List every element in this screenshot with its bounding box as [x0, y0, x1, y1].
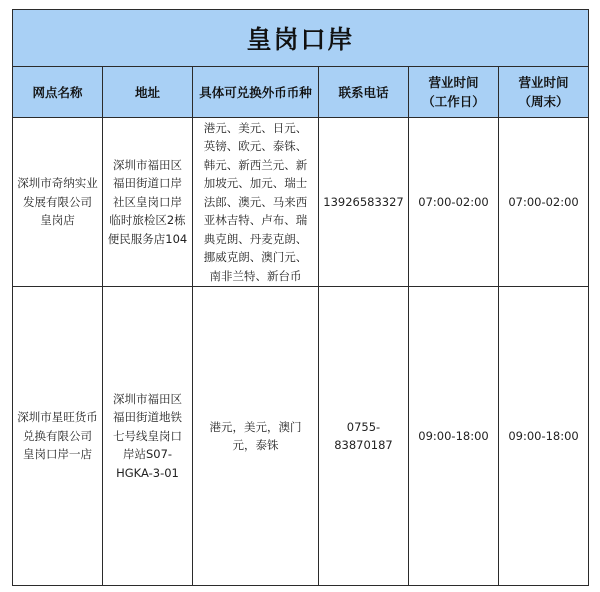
cell-address-line: HGKA-3-01 [116, 465, 179, 480]
cell-weekend-hours: 09:00-18:00 [499, 287, 589, 586]
header-name: 网点名称 [13, 67, 103, 118]
header-phone: 联系电话 [319, 67, 409, 118]
cell-name-line: 兑换有限公司 [23, 428, 92, 443]
cell-address [103, 118, 193, 287]
cell-address-line: 便民服务店104 [107, 231, 188, 246]
cell-currency-line: 元，泰铢 [232, 438, 279, 452]
cell-phone [319, 287, 409, 586]
cell-currency-line: 英镑、欧元、泰铢、 [203, 139, 308, 154]
cell-currency-line: 韩元、新西兰元、新 [203, 157, 308, 172]
header-weekday-hours [409, 67, 499, 118]
cell-currency-line: 南非兰特、新台币 [209, 268, 302, 283]
cell-address-line: 福田街道口岸 [113, 176, 182, 191]
cell-currency-line: 亚林吉特、卢布、瑞 [203, 213, 308, 228]
header-row [13, 67, 589, 118]
cell-phone [319, 118, 409, 287]
cell-currency-line: 加坡元、加元、瑞士 [203, 176, 308, 191]
header-weekday-line1: 营业时间 [428, 75, 479, 90]
cell-currency-line: 港元，美元，澳门 [209, 419, 302, 434]
cell-address-line: 七号线皇岗口 [113, 428, 182, 443]
cell-phone-line: 0755- [346, 419, 381, 434]
cell-currency-line: 典克朗、丹麦克朗、 [203, 231, 308, 246]
exchange-points-table [12, 9, 589, 586]
table-row [13, 118, 589, 287]
cell-address-line: 福田街道地铁 [113, 410, 182, 425]
cell-address-line: 深圳市福田区 [113, 157, 182, 172]
table-title: 皇岗口岸 [13, 10, 589, 67]
cell-name-line: 皇岗店 [40, 213, 75, 228]
cell-phone-line: 83870187 [334, 438, 393, 452]
cell-phone-line: 13926583327 [323, 194, 404, 209]
header-currency: 具体可兑换外币币种 [193, 67, 319, 118]
cell-name-line: 深圳市星旺货币 [17, 410, 98, 425]
table-row [13, 287, 589, 586]
cell-name-line: 皇岗口岸一店 [23, 447, 92, 462]
cell-currency-line: 法郎、澳元、马来西 [203, 194, 308, 209]
title-row [13, 10, 589, 67]
header-weekend-hours [499, 67, 589, 118]
header-weekend-line1: 营业时间 [518, 75, 569, 90]
header-weekend-line2: （周末） [518, 94, 569, 109]
cell-weekday-hours: 07:00-02:00 [409, 118, 499, 287]
cell-currency-line: 港元、美元、日元、 [203, 120, 308, 135]
cell-name-line: 深圳市奇纳实业 [17, 176, 98, 191]
cell-address-line: 深圳市福田区 [113, 391, 182, 406]
cell-currency [193, 118, 319, 287]
cell-currency-line: 挪威克朗、澳门元、 [203, 250, 308, 265]
cell-address-line: 社区皇岗口岸 [113, 194, 182, 209]
cell-address-line: 岸站S07- [122, 447, 173, 462]
cell-weekday-hours: 09:00-18:00 [409, 287, 499, 586]
header-weekday-line2: （工作日） [422, 94, 485, 109]
cell-address-line: 临时旅检区2栋 [109, 213, 186, 228]
cell-name [13, 287, 103, 586]
cell-name-line: 发展有限公司 [23, 194, 92, 209]
cell-address [103, 287, 193, 586]
header-address: 地址 [103, 67, 193, 118]
exchange-table-container [12, 9, 588, 586]
cell-name [13, 118, 103, 287]
cell-weekend-hours: 07:00-02:00 [499, 118, 589, 287]
cell-currency [193, 287, 319, 586]
